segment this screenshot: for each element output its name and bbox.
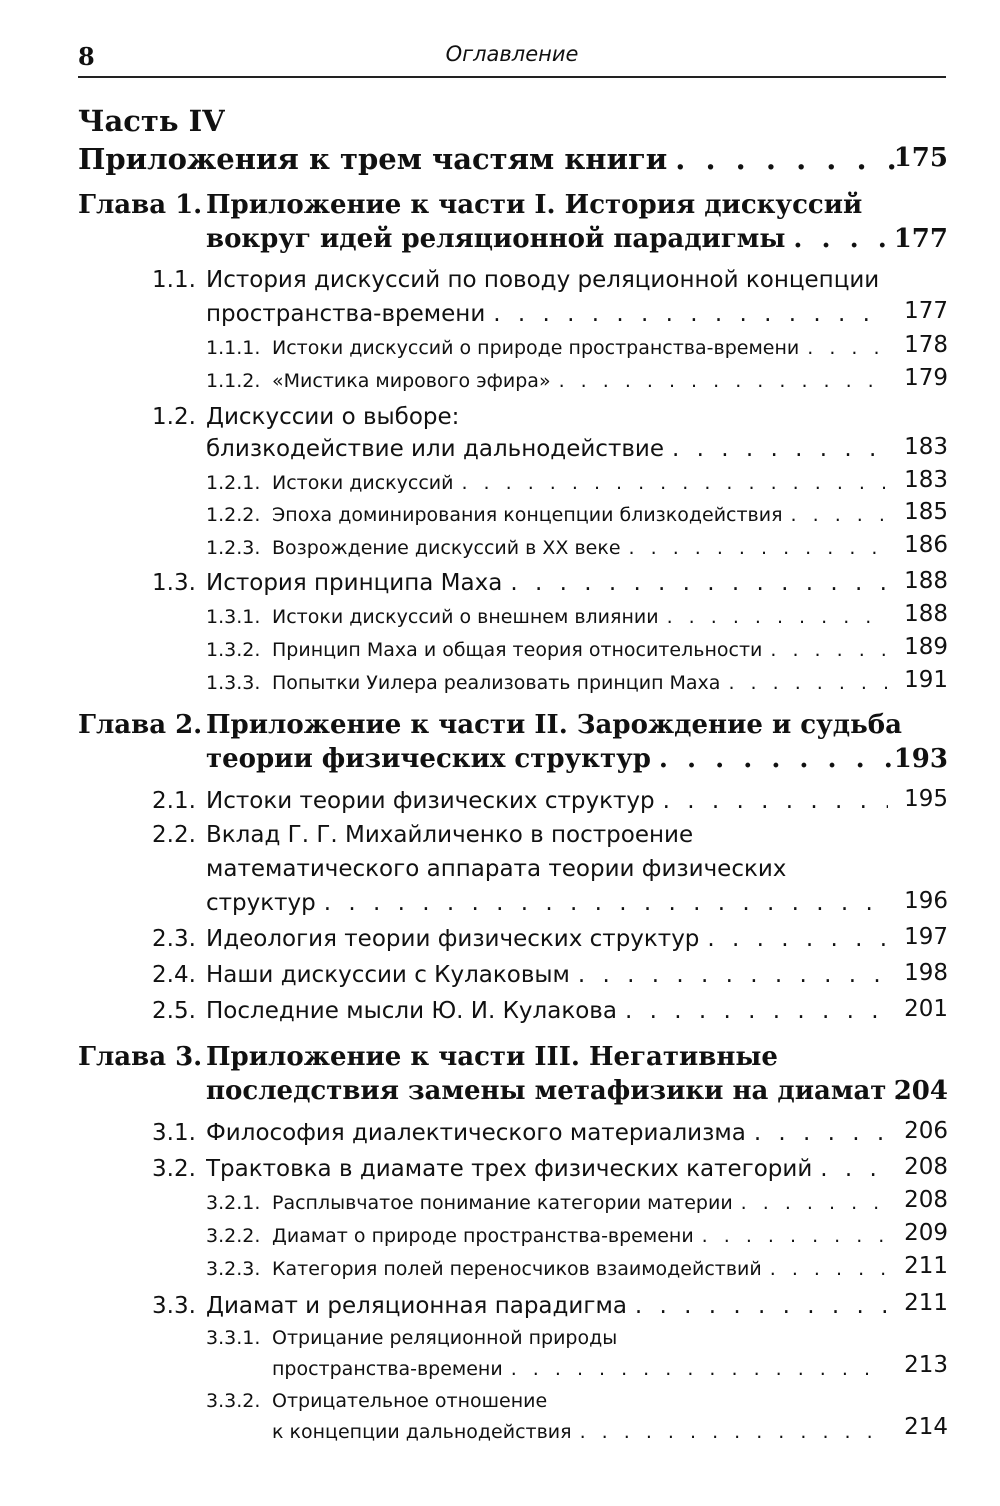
subsection-number: 1.1.1. [206, 337, 261, 359]
subsection-number: 1.2.2. [206, 504, 261, 526]
section-title-line: Вклад Г. Г. Михайличенко в построение [206, 822, 694, 848]
subsection-number: 3.3.2. [206, 1390, 261, 1412]
subsection-page: 188 [904, 601, 948, 627]
chapter-title-line: теории физических структур [206, 744, 651, 774]
chapter-number: Глава 3. [78, 1042, 203, 1072]
section-number: 1.2. [152, 404, 196, 430]
section-title: Истоки теории физических структур [206, 788, 655, 814]
toc-entry-subsection [272, 472, 888, 495]
toc-entry-subsection [272, 1421, 888, 1444]
section-page: 188 [904, 568, 948, 594]
subsection-title: Категория полей переносчиков взаимодействий [272, 1258, 762, 1280]
dot-leader [572, 1421, 888, 1444]
subsection-number: 3.2.2. [206, 1225, 261, 1247]
dot-leader [659, 606, 888, 629]
section-page: 195 [904, 786, 948, 812]
section-title: Идеология теории физических структур [206, 926, 700, 952]
toc-entry-section [206, 890, 888, 918]
section-page: 198 [904, 960, 948, 986]
subsection-title: Принцип Маха и общая теория относительности [272, 639, 763, 661]
subsection-title: Попытки Уилера реализовать принцип Маха [272, 672, 721, 694]
toc-entry-section [206, 436, 888, 464]
toc-entry-subsection [272, 1258, 888, 1281]
subsection-title: Эпоха доминирования концепции близкодействия [272, 504, 783, 526]
toc-entry-chapter [206, 744, 900, 775]
toc-entry-subsection [272, 606, 888, 629]
dot-leader [453, 472, 888, 495]
subsection-page: 209 [904, 1220, 948, 1246]
section-number: 2.5. [152, 998, 196, 1024]
section-title: Наши дискуссии с Кулаковым [206, 962, 570, 988]
chapter-page: 177 [893, 224, 948, 254]
dot-leader [785, 224, 900, 255]
section-title: Трактовка в диамате трех физических категорий [206, 1156, 813, 1182]
section-title-line: пространства-времени [206, 301, 486, 327]
toc-entry-subsection [272, 337, 888, 360]
section-title: Диамат и реляционная парадигма [206, 1293, 627, 1319]
dot-leader [651, 744, 900, 775]
part-label: Часть IV [78, 104, 225, 138]
dot-leader [799, 337, 888, 360]
subsection-number: 3.3.1. [206, 1327, 261, 1349]
section-number: 3.3. [152, 1293, 196, 1319]
chapter-page: 193 [893, 744, 948, 774]
subsection-title: Истоки дискуссий о внешнем влиянии [272, 606, 659, 628]
dot-leader [762, 639, 888, 662]
section-page: 197 [904, 924, 948, 950]
dot-leader [699, 926, 888, 954]
chapter-number: Глава 1. [78, 190, 203, 220]
subsection-page: 211 [904, 1253, 948, 1279]
page-number: 8 [78, 42, 95, 71]
section-number: 2.2. [152, 822, 196, 848]
subsection-page: 179 [904, 365, 948, 391]
section-title: Философия диалектического материализма [206, 1120, 746, 1146]
section-number: 3.2. [152, 1156, 196, 1182]
toc-entry-section [206, 570, 888, 598]
toc-entry-subsection [272, 370, 888, 393]
dot-leader [746, 1120, 888, 1148]
chapter-title-line: последствия замены метафизики на диамат [206, 1076, 887, 1106]
subsection-number: 1.3.3. [206, 672, 261, 694]
subsection-title-line: Отрицание реляционной природы [272, 1327, 618, 1349]
dot-leader [664, 436, 888, 464]
toc-entry-section [206, 998, 888, 1026]
subsection-number: 1.2.1. [206, 472, 261, 494]
subsection-page: 213 [904, 1352, 948, 1378]
toc-entry-chapter [206, 1076, 900, 1107]
section-title-line: математического аппарата теории физических [206, 856, 787, 882]
toc-entry-subsection [272, 1358, 888, 1381]
subsection-title: Возрождение дискуссий в XX веке [272, 537, 621, 559]
dot-leader [570, 962, 888, 990]
section-title-line: История дискуссий по поводу реляционной концепции [206, 267, 880, 293]
subsection-number: 1.3.1. [206, 606, 261, 628]
toc-entry-section [206, 962, 888, 990]
section-title: Последние мысли Ю. И. Кулакова [206, 998, 617, 1024]
subsection-page: 208 [904, 1187, 948, 1213]
subsection-number: 3.2.3. [206, 1258, 261, 1280]
section-page: 211 [904, 1290, 948, 1316]
dot-leader [720, 672, 888, 695]
toc-entry-subsection [272, 672, 888, 695]
subsection-page: 214 [904, 1414, 948, 1440]
part-page: 175 [893, 143, 948, 173]
dot-leader [621, 537, 888, 560]
dot-leader [485, 301, 888, 329]
section-page: 208 [904, 1154, 948, 1180]
toc-entry-section [206, 788, 888, 816]
toc-entry-subsection [272, 537, 888, 560]
section-title-line: структур [206, 890, 316, 916]
dot-leader [627, 1293, 888, 1321]
dot-leader [694, 1225, 888, 1248]
dot-leader [667, 142, 900, 177]
subsection-title: Истоки дискуссий о природе пространства-времени [272, 337, 800, 359]
section-page: 183 [904, 434, 948, 460]
toc-entry-section [206, 1156, 888, 1184]
toc-entry-subsection [272, 1225, 888, 1248]
chapter-title-line: Приложение к части I. История дискуссий [206, 190, 863, 220]
section-page: 201 [904, 996, 948, 1022]
subsection-number: 1.1.2. [206, 370, 261, 392]
dot-leader [503, 1358, 888, 1381]
chapter-title-line: Приложение к части II. Зарождение и судьба [206, 710, 902, 740]
chapter-title-line: Приложение к части III. Негативные [206, 1042, 778, 1072]
subsection-number: 1.3.2. [206, 639, 261, 661]
dot-leader [502, 570, 888, 598]
toc-entry-section [206, 301, 888, 329]
section-title-line: близкодействие или дальнодействие [206, 436, 665, 462]
section-page: 206 [904, 1118, 948, 1144]
dot-leader [812, 1156, 888, 1184]
section-page: 177 [904, 298, 948, 324]
subsection-title-line: пространства-времени [272, 1358, 503, 1380]
dot-leader [617, 998, 888, 1026]
dot-leader [655, 788, 888, 816]
chapter-page: 204 [893, 1076, 948, 1106]
dot-leader [733, 1192, 888, 1215]
subsection-number: 1.2.3. [206, 537, 261, 559]
running-header [78, 38, 946, 78]
subsection-page: 191 [904, 667, 948, 693]
subsection-title: Расплывчатое понимание категории материи [272, 1192, 733, 1214]
toc-entry-subsection [272, 1192, 888, 1215]
section-number: 1.3. [152, 570, 196, 596]
toc-entry-part-title [78, 142, 900, 177]
section-number: 2.4. [152, 962, 196, 988]
subsection-title: «Мистика мирового эфира» [272, 370, 551, 392]
part-title: Приложения к трем частям книги [78, 142, 668, 176]
toc-entry-section [206, 1293, 888, 1321]
toc-entry-chapter [206, 224, 900, 255]
subsection-title-line: к концепции дальнодействия [272, 1421, 572, 1443]
section-title-line: Дискуссии о выборе: [206, 404, 460, 430]
dot-leader [551, 370, 888, 393]
dot-leader [783, 504, 888, 527]
section-number: 2.3. [152, 926, 196, 952]
subsection-page: 178 [904, 332, 948, 358]
running-title: Оглавление [445, 42, 579, 66]
section-number: 2.1. [152, 788, 196, 814]
toc-entry-section [206, 926, 888, 954]
section-page: 196 [904, 888, 948, 914]
toc-entry-subsection [272, 504, 888, 527]
toc-entry-section [206, 1120, 888, 1148]
subsection-page: 186 [904, 532, 948, 558]
toc-entry-subsection [272, 639, 888, 662]
subsection-page: 185 [904, 499, 948, 525]
subsection-title: Диамат о природе пространства-времени [272, 1225, 694, 1247]
subsection-page: 189 [904, 634, 948, 660]
section-number: 1.1. [152, 267, 196, 293]
subsection-number: 3.2.1. [206, 1192, 261, 1214]
subsection-title: Истоки дискуссий [272, 472, 454, 494]
dot-leader [762, 1258, 888, 1281]
section-number: 3.1. [152, 1120, 196, 1146]
dot-leader [316, 890, 888, 918]
subsection-page: 183 [904, 467, 948, 493]
section-title: История принципа Маха [206, 570, 503, 596]
subsection-title-line: Отрицательное отношение [272, 1390, 548, 1412]
chapter-number: Глава 2. [78, 710, 203, 740]
chapter-title-line: вокруг идей реляционной парадигмы [206, 224, 786, 254]
